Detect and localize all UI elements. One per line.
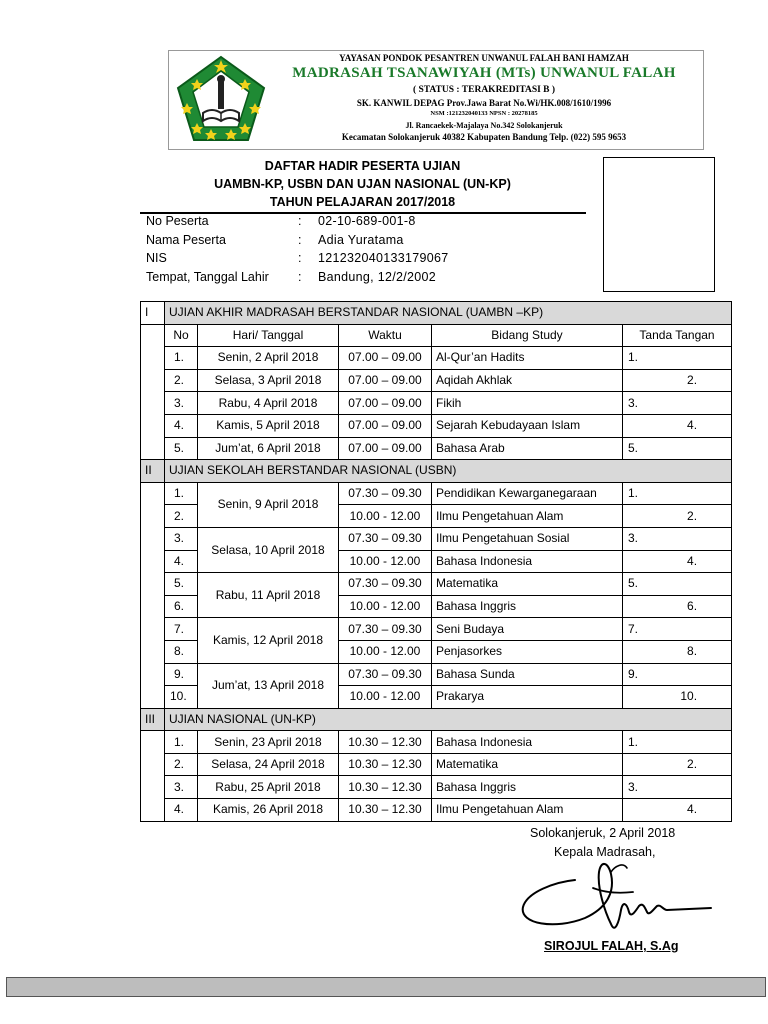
table-row — [141, 753, 732, 776]
row-time: 07.30 – 09.30 — [339, 482, 432, 505]
row-no: 1. — [165, 731, 198, 754]
row-date: Rabu, 4 April 2018 — [198, 392, 339, 415]
row-time: 10.30 – 12.30 — [339, 753, 432, 776]
school-name: MADRASAH TSANAWIYAH (MTs) UNWANUL FALAH — [292, 65, 676, 81]
info-label: Nama Peserta — [146, 233, 226, 247]
row-time: 10.30 – 12.30 — [339, 776, 432, 799]
document-title: DAFTAR HADIR PESERTA UJIAN — [264, 159, 461, 173]
table-row — [141, 482, 732, 505]
column-header-row — [141, 324, 732, 347]
signature-cell[interactable]: 9. — [623, 663, 732, 686]
section-header-row — [141, 302, 732, 325]
row-subject: Ilmu Pengetahuan Alam — [432, 505, 623, 528]
row-no: 5. — [165, 437, 198, 460]
signature-cell[interactable]: 4. — [623, 414, 732, 437]
row-no: 2. — [165, 505, 198, 528]
row-no: 2. — [165, 369, 198, 392]
signature-cell[interactable]: 3. — [623, 527, 732, 550]
section-number: III — [141, 708, 165, 731]
section-gutter — [141, 482, 165, 708]
row-subject: Sejarah Kebudayaan Islam — [432, 414, 623, 437]
info-colon: : — [298, 251, 302, 265]
info-row-nis — [146, 251, 586, 269]
row-no: 10. — [165, 686, 198, 709]
table-row — [141, 369, 732, 392]
signature-cell[interactable]: 4. — [623, 799, 732, 822]
info-row-no-peserta — [146, 214, 586, 232]
row-no: 8. — [165, 640, 198, 663]
row-no: 7. — [165, 618, 198, 641]
table-row — [141, 437, 732, 460]
row-time: 07.30 – 09.30 — [339, 618, 432, 641]
signer-title: Kepala Madrasah, — [554, 845, 656, 859]
row-date: Selasa, 3 April 2018 — [198, 369, 339, 392]
signature-cell[interactable]: 2. — [623, 505, 732, 528]
row-time: 07.00 – 09.00 — [339, 437, 432, 460]
row-subject: Seni Budaya — [432, 618, 623, 641]
row-subject: Bahasa Indonesia — [432, 731, 623, 754]
section-number: II — [141, 460, 165, 483]
row-no: 4. — [165, 799, 198, 822]
photo-placeholder — [603, 157, 715, 292]
row-no: 3. — [165, 392, 198, 415]
row-subject: Bahasa Arab — [432, 437, 623, 460]
table-row — [141, 573, 732, 596]
attendance-table — [140, 301, 732, 822]
signature-cell[interactable]: 3. — [623, 392, 732, 415]
document-subtitle: UAMBN-KP, USBN DAN UJAN NASIONAL (UN-KP) — [214, 177, 511, 191]
academic-year: TAHUN PELAJARAN 2017/2018 — [269, 195, 456, 209]
row-date: Rabu, 25 April 2018 — [198, 776, 339, 799]
row-time: 07.00 – 09.00 — [339, 414, 432, 437]
row-time: 07.30 – 09.30 — [339, 573, 432, 596]
info-row-birth — [146, 270, 586, 288]
signer-name: SIROJUL FALAH, S.Ag — [544, 939, 679, 953]
signing-place-date: Solokanjeruk, 2 April 2018 — [530, 826, 676, 840]
accreditation-status: ( STATUS : TERAKREDITASI B ) — [412, 85, 556, 95]
signature-cell[interactable]: 4. — [623, 550, 732, 573]
table-row — [141, 799, 732, 822]
foundation-name: YAYASAN PONDOK PESANTREN UNWANUL FALAH BANI HAMZAH — [339, 53, 629, 63]
signature-cell[interactable]: 2. — [623, 369, 732, 392]
row-subject: Penjasorkes — [432, 640, 623, 663]
section-title: UJIAN NASIONAL (UN-KP) — [165, 708, 732, 731]
table-row — [141, 776, 732, 799]
table-row — [141, 347, 732, 370]
table-row — [141, 731, 732, 754]
signature-cell[interactable]: 7. — [623, 618, 732, 641]
row-subject: Al-Qur’an Hadits — [432, 347, 623, 370]
row-no: 3. — [165, 527, 198, 550]
row-subject: Pendidikan Kewarganegaraan — [432, 482, 623, 505]
section-gutter — [141, 324, 165, 460]
decree-number: SK. KANWIL DEPAG Prov.Jawa Barat No.Wi/HK.008/1610/1996 — [356, 98, 612, 108]
row-no: 6. — [165, 595, 198, 618]
row-time: 07.30 – 09.30 — [339, 663, 432, 686]
row-time: 10.00 - 12.00 — [339, 595, 432, 618]
row-time: 07.00 – 09.00 — [339, 392, 432, 415]
table-row — [141, 414, 732, 437]
row-time: 07.30 – 09.30 — [339, 527, 432, 550]
row-subject: Fikih — [432, 392, 623, 415]
info-label: Tempat, Tanggal Lahir — [146, 270, 269, 284]
row-date: Senin, 9 April 2018 — [198, 482, 339, 527]
row-time: 10.00 - 12.00 — [339, 686, 432, 709]
signature-cell[interactable]: 10. — [623, 686, 732, 709]
row-time: 10.00 - 12.00 — [339, 505, 432, 528]
row-subject: Matematika — [432, 573, 623, 596]
section-gutter — [141, 731, 165, 821]
info-label: NIS — [146, 251, 167, 265]
signature-cell[interactable]: 3. — [623, 776, 732, 799]
signature-cell[interactable]: 5. — [623, 437, 732, 460]
info-value: 02-10-689-001-8 — [318, 214, 416, 228]
row-subject: Aqidah Akhlak — [432, 369, 623, 392]
row-date: Senin, 23 April 2018 — [198, 731, 339, 754]
row-time: 10.30 – 12.30 — [339, 731, 432, 754]
table-row — [141, 618, 732, 641]
table-row — [141, 527, 732, 550]
header-time: Waktu — [339, 324, 432, 347]
bottom-bar — [6, 977, 766, 997]
row-subject: Prakarya — [432, 686, 623, 709]
info-colon: : — [298, 214, 302, 228]
section-header-row — [141, 708, 732, 731]
signature-cell[interactable]: 1. — [623, 347, 732, 370]
info-value: Bandung, 12/2/2002 — [318, 270, 437, 284]
row-subject: Bahasa Indonesia — [432, 550, 623, 573]
section-title: UJIAN SEKOLAH BERSTANDAR NASIONAL (USBN) — [165, 460, 732, 483]
info-colon: : — [298, 270, 302, 284]
row-time: 10.00 - 12.00 — [339, 550, 432, 573]
header-signature: Tanda Tangan — [623, 324, 732, 347]
header-subject: Bidang Study — [432, 324, 623, 347]
header-date: Hari/ Tanggal — [198, 324, 339, 347]
row-subject: Bahasa Inggris — [432, 776, 623, 799]
info-value: Adia Yuratama — [318, 233, 404, 247]
signature-cell[interactable]: 1. — [623, 482, 732, 505]
info-value: 121232040133179067 — [318, 251, 449, 265]
row-date: Jum’at, 6 April 2018 — [198, 437, 339, 460]
row-no: 1. — [165, 347, 198, 370]
row-no: 4. — [165, 414, 198, 437]
school-address: Jl. Rancaekek-Majalaya No.342 Solokanjeruk — [405, 121, 563, 130]
row-subject: Matematika — [432, 753, 623, 776]
school-emblem-icon — [175, 55, 267, 143]
row-date: Jum’at, 13 April 2018 — [198, 663, 339, 708]
letterhead — [168, 50, 704, 150]
header-no: No — [165, 324, 198, 347]
row-date: Rabu, 11 April 2018 — [198, 573, 339, 618]
row-date: Kamis, 12 April 2018 — [198, 618, 339, 663]
row-date: Selasa, 10 April 2018 — [198, 527, 339, 572]
section-title: UJIAN AKHIR MADRASAH BERSTANDAR NASIONAL (UAMBN –KP) — [165, 302, 732, 325]
info-label: No Peserta — [146, 214, 209, 228]
section-header-row — [141, 460, 732, 483]
row-date: Selasa, 24 April 2018 — [198, 753, 339, 776]
row-subject: Ilmu Pengetahuan Alam — [432, 799, 623, 822]
school-ids: NSM :121232040133 NPSN : 20278185 — [430, 110, 538, 117]
signature-cell[interactable]: 2. — [623, 753, 732, 776]
row-time: 10.30 – 12.30 — [339, 799, 432, 822]
signature-cell[interactable]: 6. — [623, 595, 732, 618]
row-subject: Bahasa Sunda — [432, 663, 623, 686]
table-row — [141, 392, 732, 415]
table-row — [141, 663, 732, 686]
row-no: 3. — [165, 776, 198, 799]
row-no: 5. — [165, 573, 198, 596]
row-date: Senin, 2 April 2018 — [198, 347, 339, 370]
signature-cell[interactable]: 5. — [623, 573, 732, 596]
row-no: 9. — [165, 663, 198, 686]
row-no: 1. — [165, 482, 198, 505]
row-date: Kamis, 26 April 2018 — [198, 799, 339, 822]
row-subject: Ilmu Pengetahuan Sosial — [432, 527, 623, 550]
row-time: 07.00 – 09.00 — [339, 347, 432, 370]
info-colon: : — [298, 233, 302, 247]
handwritten-signature-icon — [515, 852, 715, 944]
row-date: Kamis, 5 April 2018 — [198, 414, 339, 437]
info-row-nama-peserta — [146, 233, 586, 251]
section-number: I — [141, 302, 165, 325]
signature-cell[interactable]: 1. — [623, 731, 732, 754]
row-subject: Bahasa Inggris — [432, 595, 623, 618]
signature-cell[interactable]: 8. — [623, 640, 732, 663]
row-no: 2. — [165, 753, 198, 776]
row-time: 07.00 – 09.00 — [339, 369, 432, 392]
row-time: 10.00 - 12.00 — [339, 640, 432, 663]
school-district: Kecamatan Solokanjeruk 40382 Kabupaten Bandung Telp. (022) 595 9653 — [341, 132, 627, 142]
row-no: 4. — [165, 550, 198, 573]
